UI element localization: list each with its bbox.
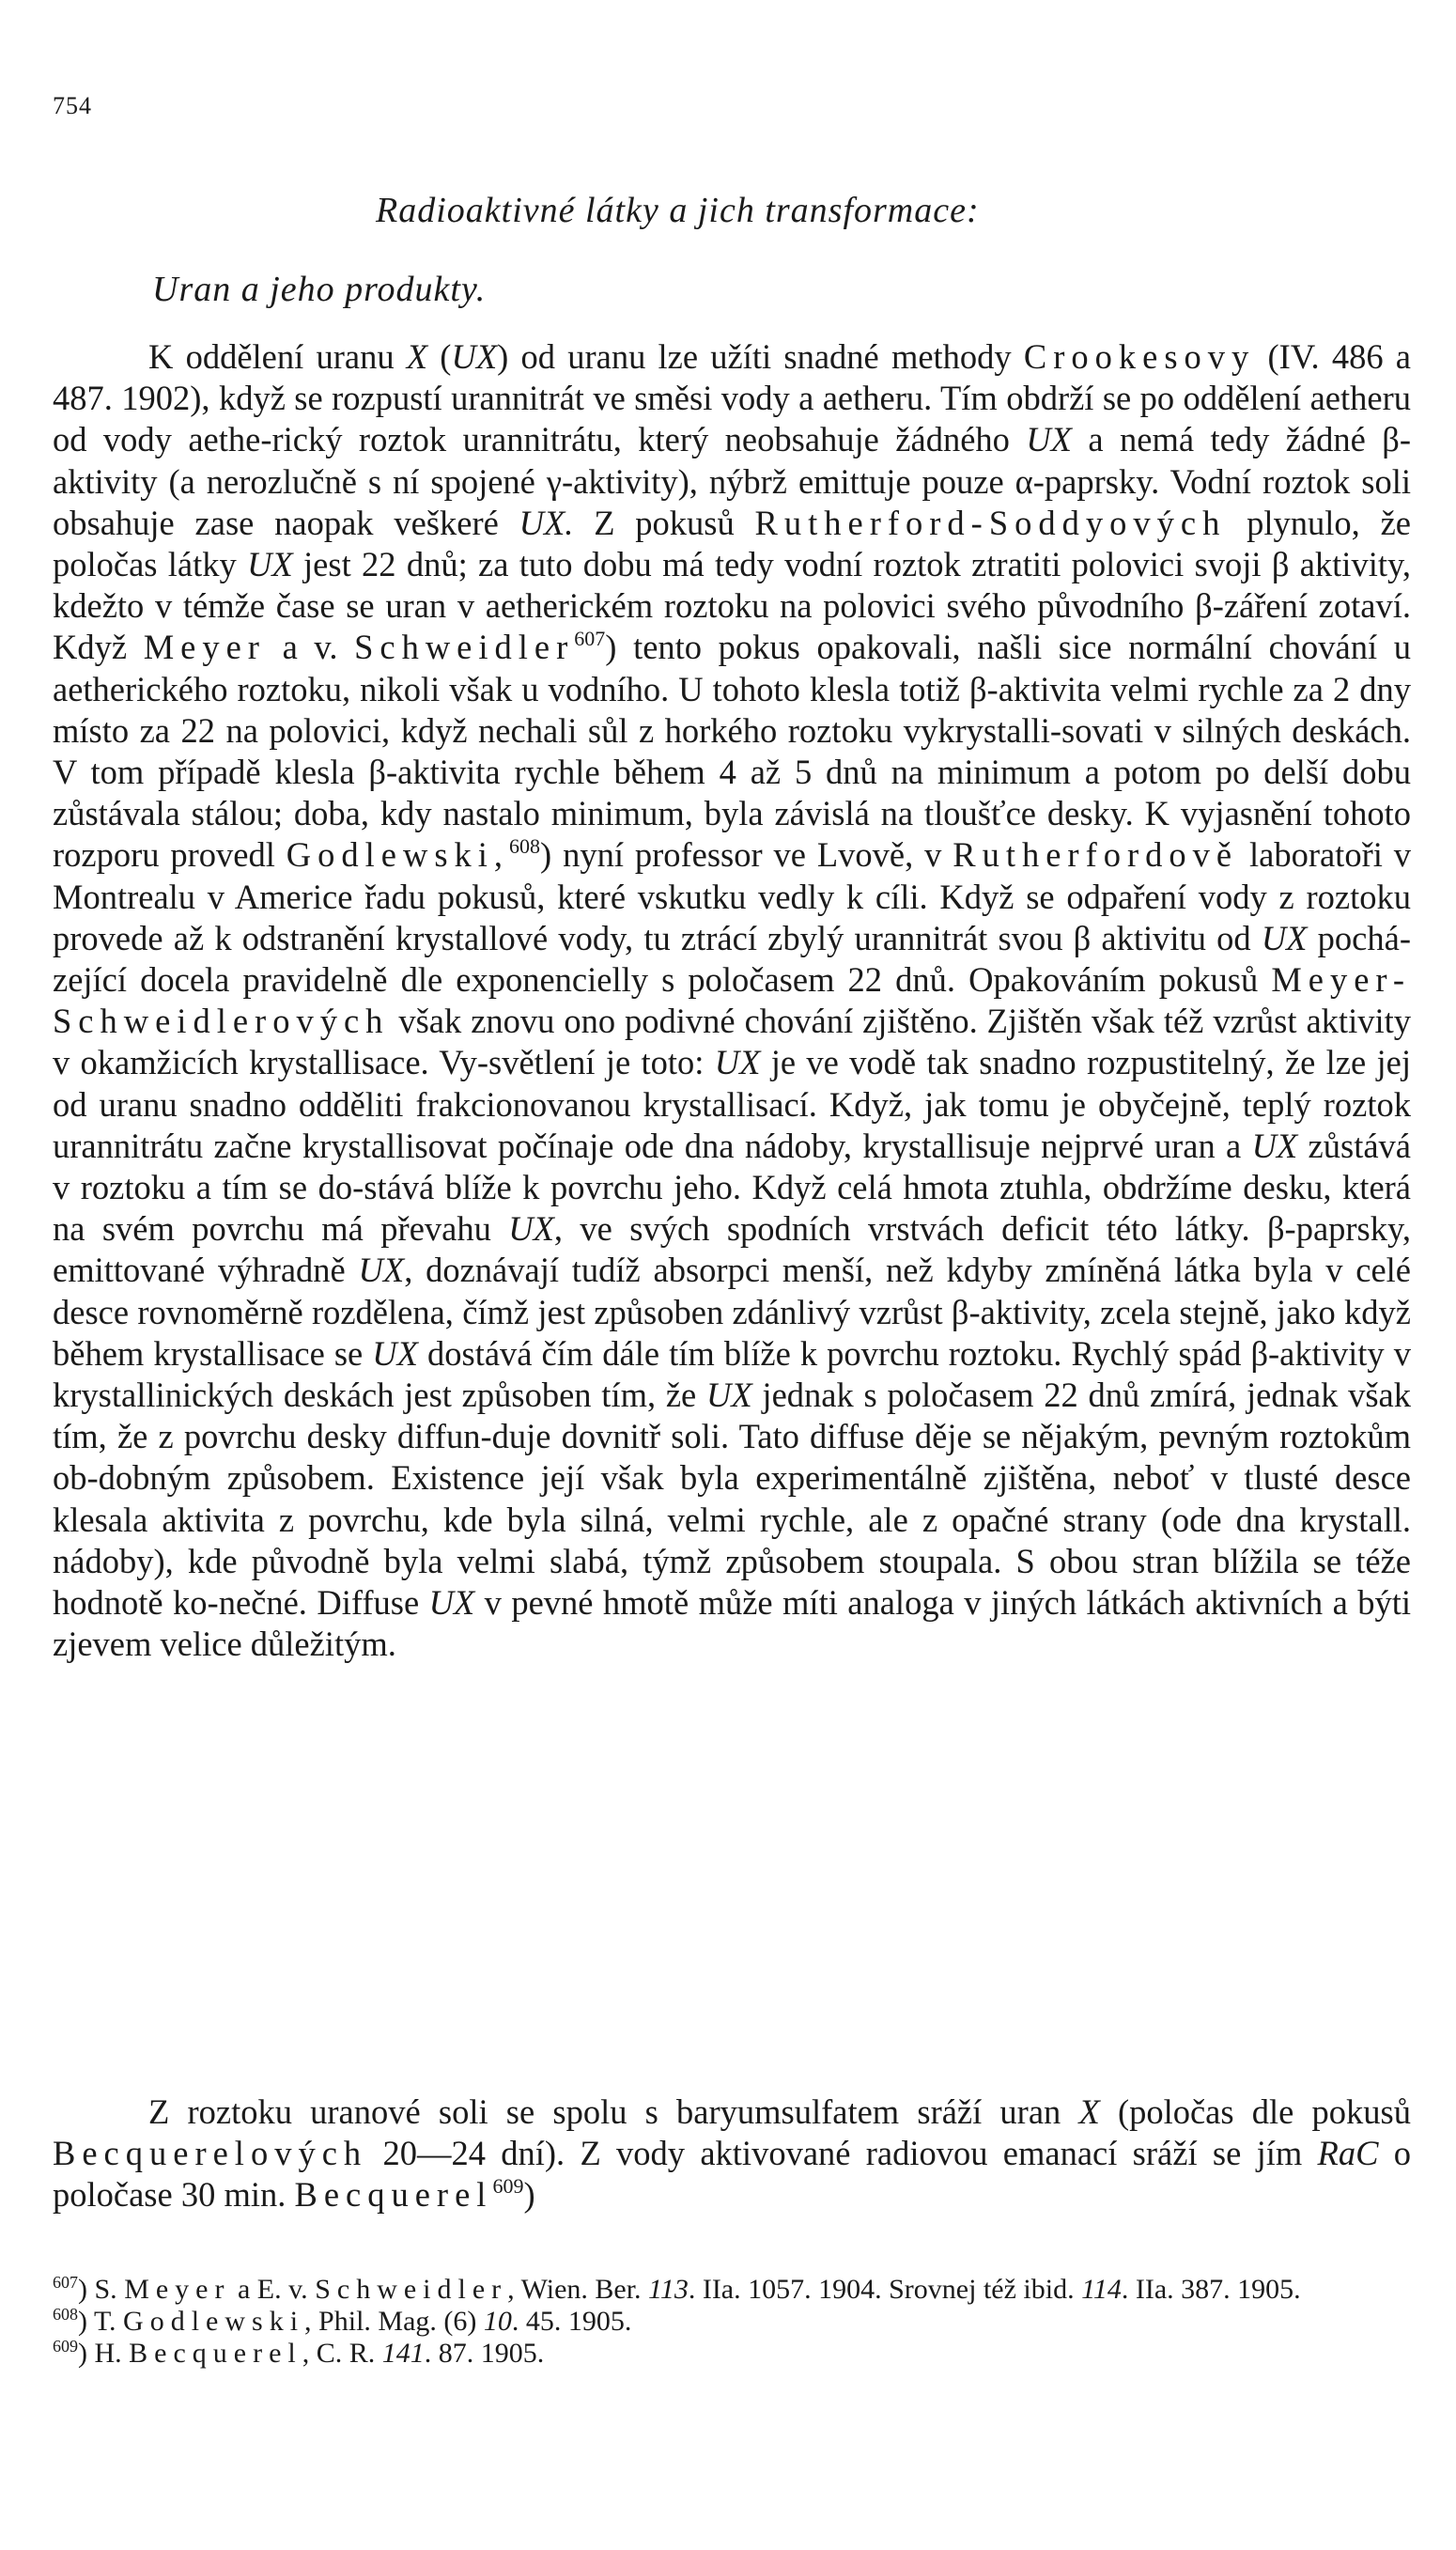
- text-run: (IV. 486 a 487. 1902), když se rozpustí urannitrát ve směsi vody a aetheru. Tím obdrží se po oddělení aetheru od vody aethe-: [53, 337, 1411, 459]
- text-run: , C. R.: [302, 2338, 382, 2369]
- body-paragraph-barium-precipitation: [53, 2091, 1411, 2216]
- footnote-mark: 607: [53, 2273, 78, 2292]
- footnote-ref: 608: [509, 834, 541, 859]
- text-run: pochá-: [1307, 918, 1411, 957]
- italic-symbol: 113: [648, 2274, 689, 2305]
- italic-symbol: UX: [714, 1043, 761, 1082]
- text-run: ) nyní professor ve Lvově, v: [540, 835, 953, 875]
- text-run: plynulo, že poločas látky: [53, 503, 1411, 584]
- footnote-608: [53, 2306, 1411, 2338]
- text-run: Meyer: [124, 2274, 231, 2305]
- text-run: Z roztoku uranové soli se spolu s baryumsulfatem sráží uran: [148, 2092, 1079, 2131]
- italic-symbol: X: [1078, 2092, 1100, 2131]
- text-run: . 45. 1905.: [511, 2306, 632, 2337]
- italic-symbol: UX: [1251, 1126, 1298, 1165]
- text-run: dobným způsobem. Existence její však byla experimentálně zjištěna, neboť v tlusté desce klesala aktivita z povrchu, kde byla silná, velmi rychle, ale z opačné strany (ode dna krystall. nádoby), kde původně byla velmi slabá, týmž způsobem stoupala. S obou stran blížila se téže hodnotě ko-: [53, 1458, 1411, 1623]
- body-paragraph-uran-x-separation: [53, 336, 1411, 1666]
- footnote-ref: 607: [574, 627, 606, 651]
- text-run: však znovu ono podivné chování zjištěno. Zjištěn však též vzrůst aktivity v okamžicích krystallisace. Vy-: [53, 1002, 1411, 1082]
- author-name: Rutherfordově: [953, 835, 1239, 875]
- text-run: o poločase 30 min.: [53, 2134, 1411, 2215]
- page-number: 754: [53, 92, 92, 119]
- text-run: , Wien. Ber.: [507, 2274, 649, 2305]
- italic-symbol: UX.: [519, 503, 574, 542]
- italic-symbol: UX: [451, 337, 498, 376]
- text-run: . IIa. 387. 1905.: [1121, 2274, 1301, 2305]
- text-run: světlení je toto:: [488, 1043, 715, 1082]
- italic-symbol: UX: [706, 1376, 752, 1415]
- text-run: ) od uranu lze užíti snadné methody: [497, 337, 1024, 376]
- footnote-607: [53, 2274, 1411, 2306]
- text-run: rický roztok urannitrátu, který neobsahuje žádného: [271, 420, 1027, 459]
- author-name: Becquerel: [294, 2175, 493, 2215]
- author-name: Rutherford-Soddyových: [754, 503, 1227, 542]
- text-run: 20—24 dní). Z vody aktivované radiovou emanací sráží se jím: [367, 2134, 1318, 2173]
- italic-symbol: X: [406, 337, 428, 376]
- italic-symbol: UX: [1026, 420, 1072, 459]
- text-run: Godlewski: [123, 2306, 305, 2337]
- italic-symbol: UX: [372, 1333, 418, 1373]
- text-run: zůstává v roztoku a tím se do-: [53, 1126, 1412, 1207]
- text-run: Becquerel: [129, 2338, 302, 2369]
- text-run: ) tento pokus opakovali, našli sice normální chování u aetherického roztoku, nikoli však u vodního. U tohoto klesla totiž β-aktivita velmi rychle za 2 dny místo za 22 na polovici, když nechali sůl z horkého roztoku vykrystalli-: [53, 628, 1411, 750]
- footnote-mark: 609: [53, 2337, 78, 2356]
- author-name: Meyer-Schweidlerových: [53, 960, 1411, 1041]
- text-run: laboratoři v Montrealu v Americe řadu pokusů, které vskutku vedly k cíli. Když se odpaření vody z roztoku provede až k odstranění krystallové vody, tu ztrácí zbylý urannitrát svou β aktivitu od: [53, 835, 1411, 957]
- text-run: ): [523, 2175, 535, 2215]
- text-run: stává blíže k povrchu jeho. Když celá hmota ztuhla, obdržíme desku, která na svém povrchu má převahu: [53, 1168, 1411, 1249]
- italic-symbol: UX: [1261, 918, 1308, 957]
- text-run: (: [427, 337, 452, 376]
- italic-symbol: 10: [483, 2306, 512, 2337]
- text-run: zející docela pravidelně dle exponencielly s poločasem 22 dnů. Opakováním pokusů: [53, 960, 1272, 1000]
- italic-symbol: UX: [428, 1583, 475, 1623]
- footnote-609: [53, 2338, 1411, 2370]
- text-run: K oddělení uranu: [148, 337, 407, 376]
- italic-symbol: 141: [381, 2338, 425, 2369]
- author-name: Godlewski,: [286, 835, 510, 875]
- italic-symbol: UX: [247, 545, 293, 584]
- text-run: je ve vodě tak snadno rozpustitelný, že lze jej od uranu snadno odděliti frakcionovanou krystallisací. Když, jak tomu je obyčejně, teplý roztok urannitrátu začne krystallisovat počínaje ode dna nádoby, krystallisuje nejprvé uran a: [53, 1043, 1411, 1165]
- text-run: nečné. Diffuse: [218, 1583, 429, 1623]
- text-run: . 87. 1905.: [424, 2338, 545, 2369]
- text-run: duje dovnitř soli. Tato diffuse děje se nějakým, pevným roztokům ob-: [53, 1417, 1411, 1498]
- section-title: Radioaktivné látky a jich transformace:: [376, 191, 980, 230]
- text-run: jest 22 dnů; za tuto dobu má tedy vodní roztok ztratiti polovici svoji β aktivity, kdežto v témže čase se uran v aetherickém roztoku na polovici svého původního β-záření zotaví. Když: [53, 545, 1411, 667]
- author-name: Schweidler: [354, 628, 575, 667]
- text-run: a E. v.: [230, 2274, 316, 2305]
- italic-symbol: RaC: [1317, 2134, 1379, 2173]
- author-name: Crookesovy: [1023, 337, 1256, 376]
- footnotes: [53, 2274, 1411, 2370]
- italic-symbol: UX: [358, 1251, 405, 1290]
- text-run: a v.: [265, 628, 355, 667]
- text-run: , Phil. Mag. (6): [304, 2306, 484, 2337]
- text-run: Schweidler: [315, 2274, 508, 2305]
- text-run: a nemá tedy žádné β-aktivity (a nerozlučně s ní spojené γ-aktivity), nýbrž emittuje pouze α-paprsky. Vodní roztok soli obsahuje zase naopak veškeré: [53, 420, 1411, 542]
- text-run: Z pokusů: [573, 503, 755, 542]
- text-run: ) S.: [78, 2274, 125, 2305]
- text-run: ) H.: [78, 2338, 130, 2369]
- subsection-title: Uran a jeho produkty.: [152, 270, 487, 309]
- text-run: jednak s poločasem 22 dnů zmírá, jednak však tím, že z povrchu desky diffun-: [53, 1376, 1411, 1456]
- author-name: Meyer: [143, 628, 266, 667]
- text-run: , doznávají tudíž absorpci menší, než kdyby zmíněná látka byla v celé desce rovnoměrně rozdělena, čímž jest způsoben zdánlivý vzrůst β-aktivity, zcela stejně, jako když během krystallisace se: [53, 1251, 1411, 1373]
- footnote-mark: 608: [53, 2305, 78, 2324]
- author-name: Becquerelových: [53, 2134, 368, 2173]
- text-run: ) T.: [78, 2306, 124, 2337]
- italic-symbol: 114: [1081, 2274, 1122, 2305]
- italic-symbol: UX: [508, 1209, 554, 1249]
- text-run: (poločas dle pokusů: [1099, 2092, 1411, 2131]
- text-run: . IIa. 1057. 1904. Srovnej též ibid.: [688, 2274, 1082, 2305]
- text-run: , ve svých spodních vrstvách deficit této látky. β-paprsky, emittované výhradně: [53, 1209, 1412, 1290]
- text-run: dostává čím dále tím blíže k povrchu roztoku. Rychlý spád β-aktivity v krystallinických deskách jest způsoben tím, že: [53, 1333, 1411, 1415]
- footnote-ref: 609: [492, 2174, 524, 2199]
- text-run: sovati v silných deskách. V tom případě klesla β-aktivita rychle během 4 až 5 dnů na minimum a potom po delší dobu zůstávala stálou; doba, kdy nastalo minimum, byla závislá na tloušťce desky. K vyjasnění tohoto rozporu provedl: [53, 710, 1411, 875]
- text-run: v pevné hmotě může míti analoga v jiných látkách aktivních a býti zjevem velice důležitým.: [53, 1583, 1412, 1664]
